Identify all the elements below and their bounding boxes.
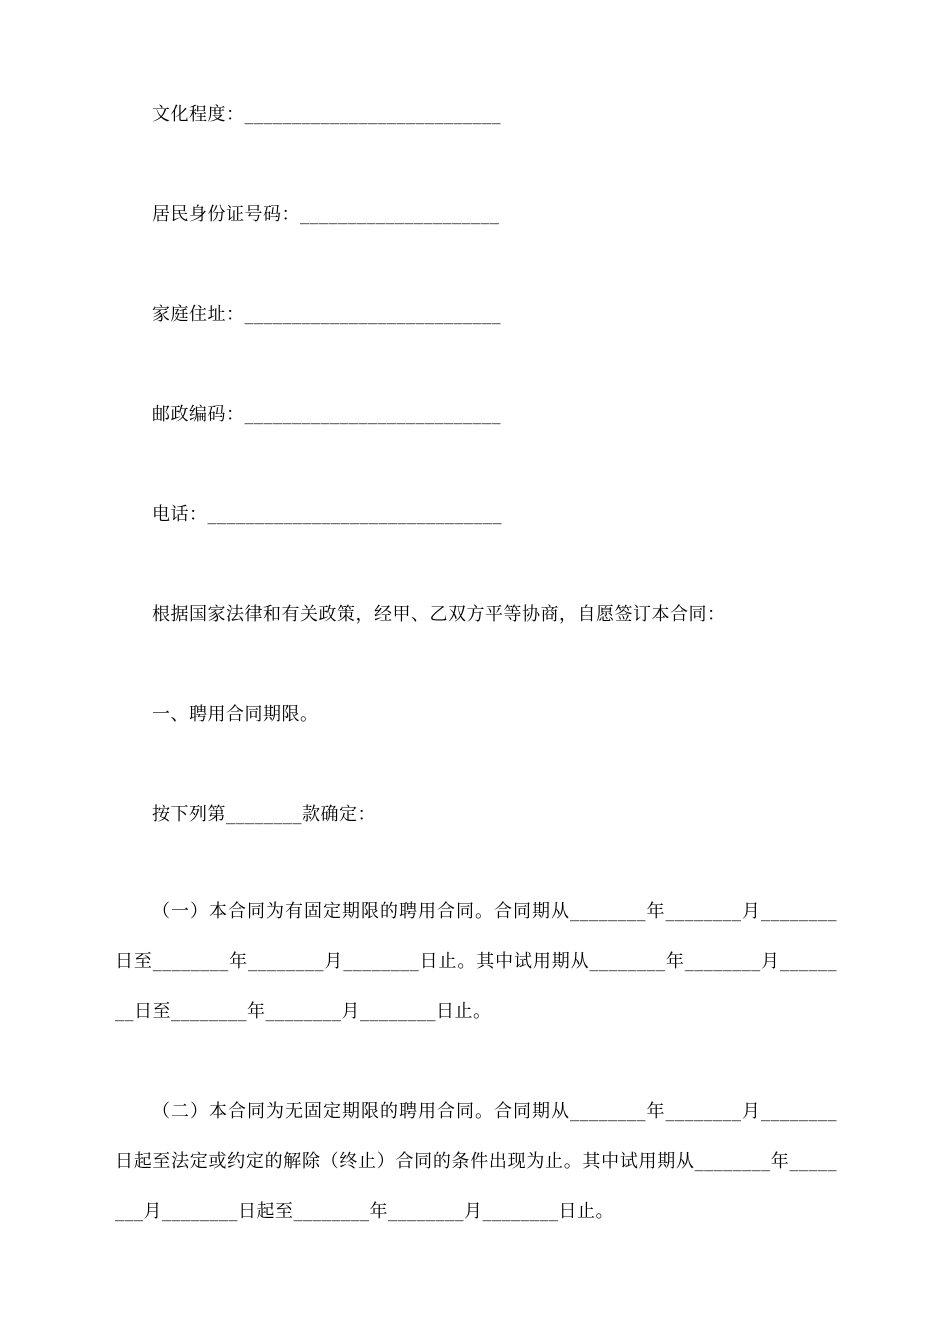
home-address-label: 家庭住址： <box>152 304 245 325</box>
postal-code-field <box>152 403 501 427</box>
id-number-blank[interactable]: _____________________ <box>300 204 500 225</box>
home-address-field <box>152 303 501 327</box>
education-label: 文化程度： <box>152 104 245 125</box>
section-title: 一、聘用合同期限。 <box>152 704 319 725</box>
clause-fixed-term: （一）本合同为有固定期限的聘用合同。合同期从________年________月________日至________年________月________日止。其中试用期从________年________月________日至________年________月________日止。 <box>115 901 837 1022</box>
postal-code-blank[interactable]: ___________________________ <box>244 404 501 425</box>
home-address-blank[interactable]: ___________________________ <box>244 304 501 325</box>
phone-label: 电话： <box>152 504 208 525</box>
selection-line: 按下列第________款确定： <box>152 804 376 825</box>
intro-paragraph: 根据国家法律和有关政策，经甲、乙双方平等协商，自愿签订本合同： <box>152 604 726 625</box>
education-field <box>152 103 501 127</box>
id-number-field <box>152 203 500 227</box>
phone-field <box>152 503 502 527</box>
id-number-label: 居民身份证号码： <box>152 204 300 225</box>
phone-blank[interactable]: _______________________________ <box>207 504 502 525</box>
clause-open-term: （二）本合同为无固定期限的聘用合同。合同期从________年________月________日起至法定或约定的解除（终止）合同的条件出现为止。其中试用期从________年________月________日起至________年________月________日止。 <box>115 1101 837 1222</box>
education-blank[interactable]: ___________________________ <box>244 104 501 125</box>
postal-code-label: 邮政编码： <box>152 404 245 425</box>
